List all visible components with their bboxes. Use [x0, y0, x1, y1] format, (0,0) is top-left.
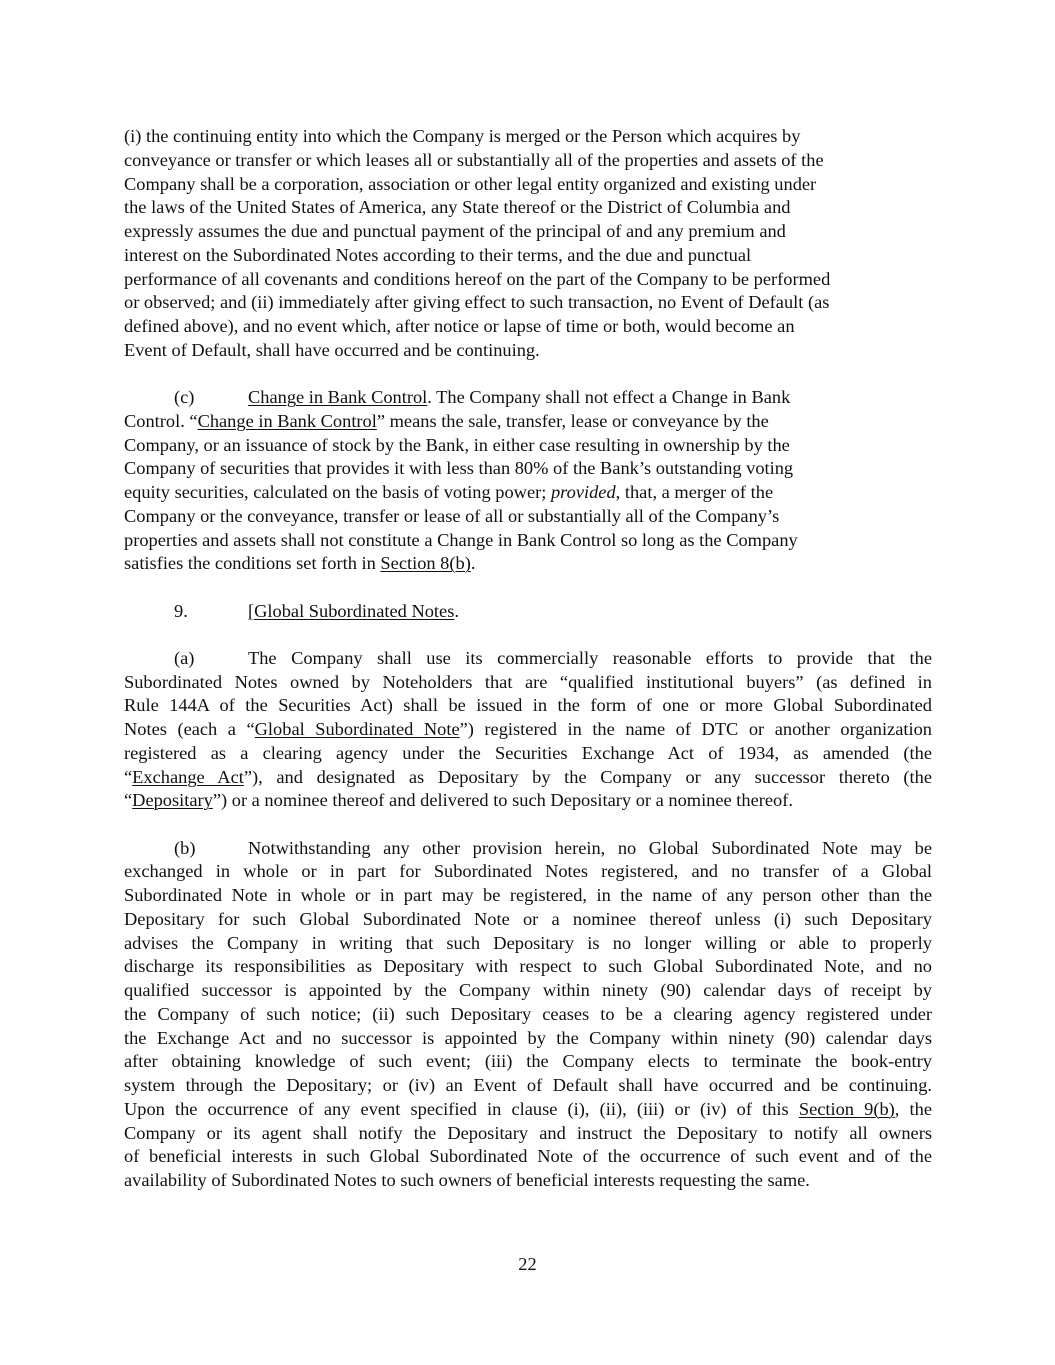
text-line — [124, 718, 932, 742]
section-c-change-in-bank-control — [124, 386, 932, 576]
defined-term: Exchange Act — [132, 766, 244, 787]
text-line: advises the Company in writing that such Depositary is no longer willing or able to properly — [124, 932, 932, 953]
text-run: equity securities, calculated on the basis of voting power; — [124, 482, 551, 502]
text-line — [124, 386, 932, 410]
section-9a — [124, 647, 932, 813]
text-run: , that, a merger of the — [615, 482, 774, 502]
text-line: expressly assumes the due and punctual payment of the principal of and any premium and — [124, 221, 786, 241]
defined-term: Depositary — [132, 790, 213, 811]
text-line: Event of Default, shall have occurred and be continuing. — [124, 339, 540, 360]
text-line: Depositary for such Global Subordinated Note or a nominee thereof unless (i) such Depositary — [124, 908, 932, 929]
section-label: (b) — [174, 837, 196, 858]
text-line — [124, 837, 932, 861]
text-run: , the — [894, 1098, 932, 1119]
defined-term: Change in Bank Control — [197, 410, 377, 431]
text-line: conveyance or transfer or which leases all or substantially all of the properties and assets of the — [124, 149, 824, 170]
italic-term: provided — [550, 482, 616, 502]
text-line: defined above), and no event which, after notice or lapse of time or both, would become an — [124, 316, 795, 336]
section-reference: Section 8(b) — [380, 553, 471, 574]
text-line: properties and assets shall not constitute a Change in Bank Control so long as the Company — [124, 529, 798, 550]
text-line: performance of all covenants and conditions hereof on the part of the Company to be performed — [124, 268, 831, 289]
text-line: Rule 144A of the Securities Act) shall be issued in the form of one or more Global Subordinated — [124, 695, 932, 716]
text-line: (i) the continuing entity into which the Company is merged or the Person which acquires by — [124, 126, 801, 146]
section-reference: Section 9(b) — [798, 1098, 895, 1119]
section-heading: Change in Bank Control — [248, 387, 428, 407]
text-line — [124, 766, 932, 790]
text-run: Upon the occurrence of any event specified in clause (i), (ii), (iii) or (iv) of this — [124, 1098, 799, 1119]
text-line: availability of Subordinated Notes to such owners of beneficial interests requesting the same. — [124, 1170, 810, 1190]
text-run: . — [454, 600, 459, 621]
text-line — [124, 410, 932, 434]
text-line — [124, 789, 932, 813]
section-9-heading — [124, 600, 932, 624]
text-run: . The Company shall not effect a Change in Bank — [427, 387, 791, 407]
section-9b — [124, 837, 932, 1193]
text-line: Company of securities that provides it with less than 80% of the Bank’s outstanding voting — [124, 458, 794, 479]
text-line: Subordinated Notes owned by Noteholders that are “qualified institutional buyers” (as defined in — [124, 671, 932, 692]
section-heading: [Global Subordinated Notes — [248, 600, 455, 621]
text-line — [124, 600, 932, 624]
document-page — [124, 125, 932, 1216]
text-run: “ — [124, 766, 133, 787]
text-run: ”) registered in the name of DTC or another organization — [459, 719, 932, 739]
text-line: of beneficial interests in such Global Subordinated Note of the occurrence of such event and of the — [124, 1146, 932, 1167]
text-run: ”), and designated as Depositary by the Company or any successor thereto (the — [243, 766, 933, 787]
text-line: Company or the conveyance, transfer or lease of all or substantially all of the Company’s — [124, 505, 780, 526]
section-number: 9. — [174, 600, 188, 621]
text-run: satisfies the conditions set forth in — [124, 553, 381, 574]
text-line: Company or its agent shall notify the Depositary and instruct the Depositary to notify all owners — [124, 1122, 932, 1143]
text-run: “ — [124, 790, 133, 811]
text-line: system through the Depositary; or (iv) an Event of Default shall have occurred and be continuing. — [124, 1075, 932, 1095]
text-line — [124, 1098, 932, 1122]
text-line: or observed; and (ii) immediately after giving effect to such transaction, no Event of Default (as — [124, 292, 830, 313]
text-line: Subordinated Note in whole or in part may be registered, in the name of any person other than the — [124, 885, 932, 905]
text-line: after obtaining knowledge of such event; (iii) the Company elects to terminate the book-entry — [124, 1051, 932, 1072]
text-line — [124, 481, 932, 505]
section-label: (a) — [174, 647, 195, 668]
text-line: the Exchange Act and no successor is appointed by the Company within ninety (90) calendar days — [124, 1027, 932, 1048]
text-run: . — [470, 553, 476, 574]
text-run: Control. “ — [124, 410, 198, 431]
text-line: exchanged in whole or in part for Subordinated Notes registered, and no transfer of a Global — [124, 861, 932, 882]
text-run: ”) or a nominee thereof and delivered to such Depositary or a nominee thereof. — [212, 790, 793, 811]
text-line: Company shall be a corporation, association or other legal entity organized and existing under — [124, 173, 817, 194]
text-run: The Company shall use its commercially reasonable efforts to provide that the — [248, 647, 932, 668]
text-line — [124, 552, 932, 576]
paragraph-merger-conditions — [124, 125, 932, 363]
text-line: Company, or an issuance of stock by the Bank, in either case resulting in ownership by the — [124, 434, 790, 455]
text-line: qualified successor is appointed by the Company within ninety (90) calendar days of receipt by — [124, 980, 932, 1000]
page-number: 22 — [518, 1254, 537, 1274]
text-run: ” means the sale, transfer, lease or conveyance by the — [376, 410, 769, 431]
text-run: Notwithstanding any other provision herein, no Global Subordinated Note may be — [248, 837, 932, 858]
text-line: discharge its responsibilities as Depositary with respect to such Global Subordinated Note, and no — [124, 956, 932, 977]
text-line: the laws of the United States of America, any State thereof or the District of Columbia and — [124, 197, 791, 218]
text-run: Notes (each a “ — [124, 719, 255, 739]
text-line: interest on the Subordinated Notes according to their terms, and the due and punctual — [124, 244, 752, 265]
section-label: (c) — [174, 387, 195, 407]
text-line — [124, 647, 932, 671]
text-line: the Company of such notice; (ii) such Depositary ceases to be a clearing agency registered under — [124, 1003, 932, 1024]
defined-term: Global Subordinated Note — [254, 719, 460, 739]
text-line: registered as a clearing agency under the Securities Exchange Act of 1934, as amended (the — [124, 742, 932, 763]
